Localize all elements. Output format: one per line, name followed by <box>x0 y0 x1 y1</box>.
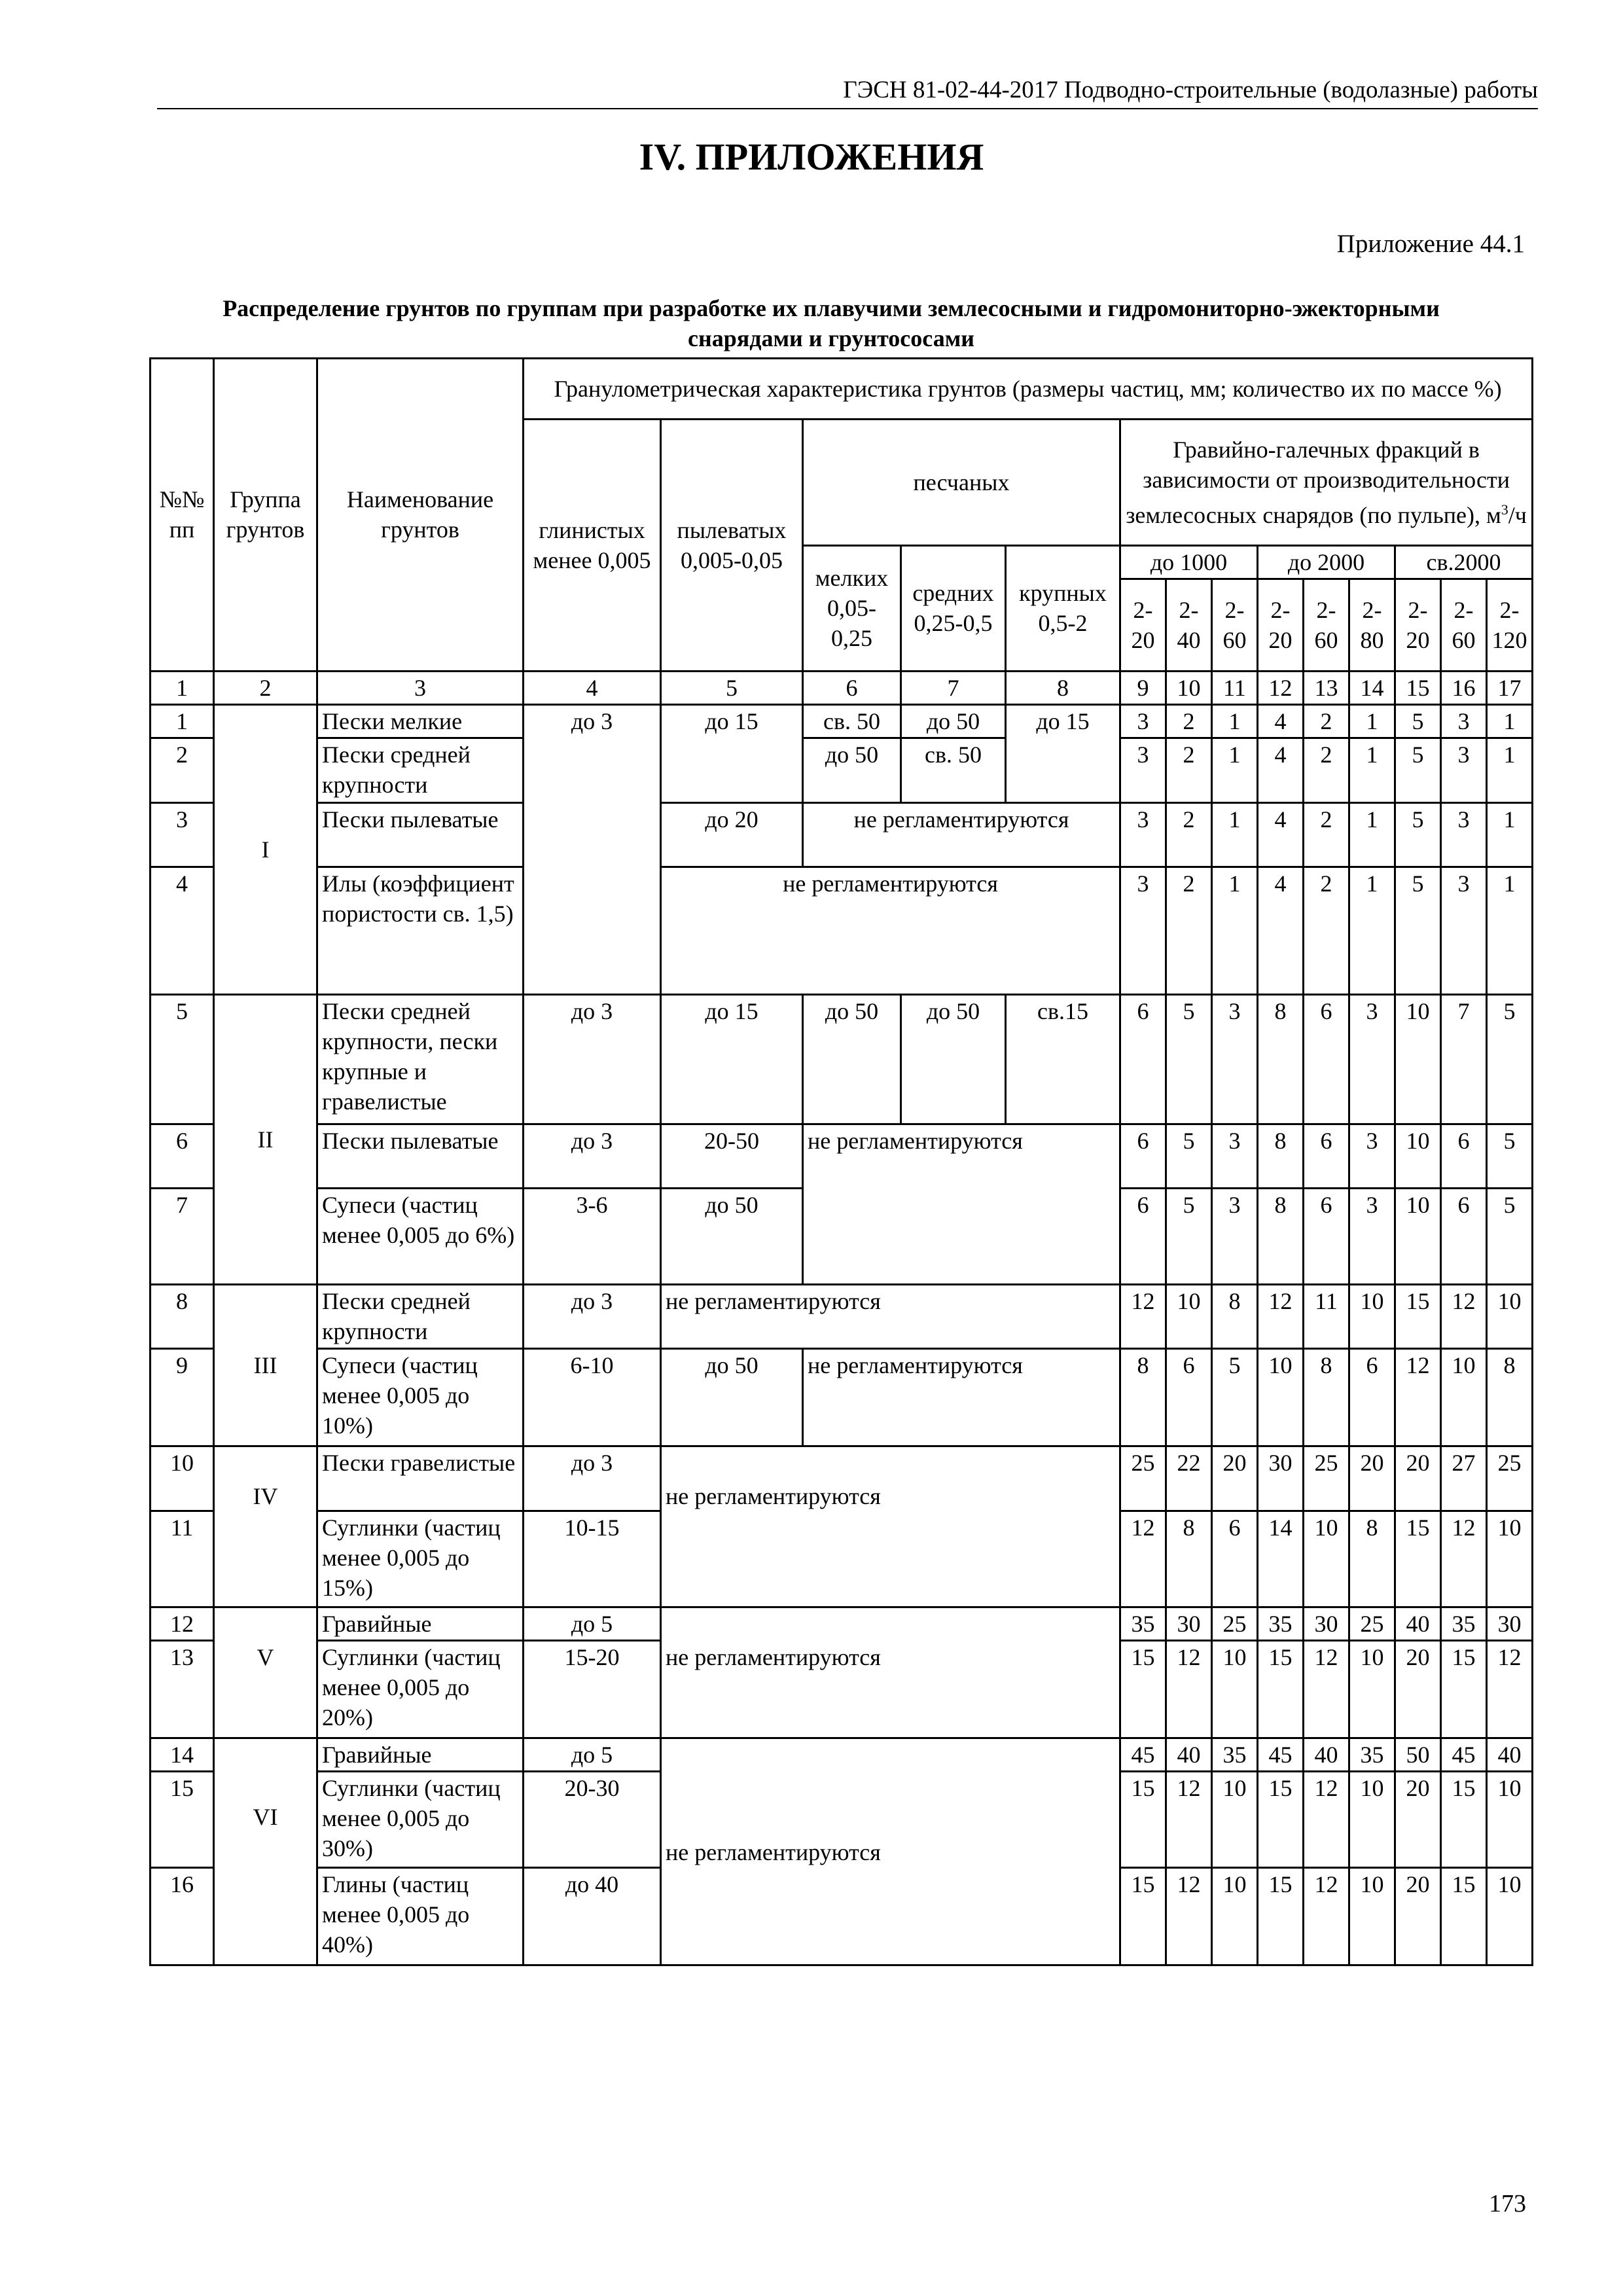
sand-header: песчаных <box>803 419 1120 545</box>
coarse-sand-cell: св.15 <box>1006 995 1120 1124</box>
gravel-value: 10 <box>1441 1349 1487 1446</box>
gravel-value: 3 <box>1349 1189 1395 1285</box>
silt-cell: 20-50 <box>661 1124 803 1189</box>
gravel-value: 1 <box>1212 867 1258 995</box>
gravel-value: 10 <box>1395 1189 1441 1285</box>
running-header-title: ГЭСН 81-02-44-2017 Подводно-строительные (водолазные) работы <box>843 77 1538 103</box>
gravel-value: 3 <box>1441 738 1487 803</box>
gravel-value: 12 <box>1120 1284 1166 1349</box>
gravel-value: 12 <box>1441 1511 1487 1607</box>
gravel-value: 8 <box>1120 1349 1166 1446</box>
gravel-value: 40 <box>1304 1738 1349 1771</box>
gravel-value: 2 <box>1166 704 1212 738</box>
fine-sand-cell: до 50 <box>803 738 901 803</box>
gravel-value: 5 <box>1487 1124 1533 1189</box>
fraction-range-header: 2-40 <box>1166 579 1212 671</box>
gravel-value: 3 <box>1212 1189 1258 1285</box>
silt-cell: до 50 <box>661 1349 803 1446</box>
gravel-value: 2 <box>1304 704 1349 738</box>
clay-cell: до 3 <box>524 1446 661 1511</box>
gravel-value: 12 <box>1304 1772 1349 1868</box>
clay-cell: до 5 <box>524 1607 661 1640</box>
gravel-value: 1 <box>1212 802 1258 867</box>
gravel-value: 10 <box>1166 1284 1212 1349</box>
clay-cell: до 3 <box>524 1284 661 1349</box>
gravel-value: 6 <box>1441 1189 1487 1285</box>
gravel-value: 20 <box>1395 1772 1441 1868</box>
productivity-header-over-2000: св.2000 <box>1395 545 1533 579</box>
row-number: 15 <box>151 1772 214 1868</box>
col-group-header: Группа грунтов <box>214 359 317 672</box>
unregulated-cell: не регламентируются <box>661 1738 1120 1965</box>
row-number: 2 <box>151 738 214 803</box>
gravel-value: 12 <box>1258 1284 1304 1349</box>
unregulated-cell: не регламентируются <box>661 1446 1120 1607</box>
medium-sand-cell: св. 50 <box>901 738 1006 803</box>
clay-cell: 6-10 <box>524 1349 661 1446</box>
col-number-header: №№ пп <box>151 359 214 672</box>
clay-cell: 3-6 <box>524 1189 661 1285</box>
gravel-value: 4 <box>1258 867 1304 995</box>
gravel-value: 40 <box>1166 1738 1212 1771</box>
gravel-value: 20 <box>1349 1446 1395 1511</box>
productivity-header-2000: до 2000 <box>1258 545 1395 579</box>
gravel-value: 15 <box>1395 1511 1441 1607</box>
gravel-value: 4 <box>1258 802 1304 867</box>
gravel-value: 5 <box>1487 1189 1533 1285</box>
gravel-value: 40 <box>1395 1607 1441 1640</box>
soil-groups-table <box>149 357 1533 1966</box>
gravel-value: 10 <box>1212 1867 1258 1965</box>
gravel-value: 5 <box>1212 1349 1258 1446</box>
productivity-header-1000: до 1000 <box>1120 545 1258 579</box>
column-number: 5 <box>661 671 803 704</box>
gravel-value: 45 <box>1441 1738 1487 1771</box>
gravel-value: 6 <box>1120 995 1166 1124</box>
fraction-range-header: 2-80 <box>1349 579 1395 671</box>
clay-header: глинистых менее 0,005 <box>524 419 661 671</box>
gravel-value: 6 <box>1304 995 1349 1124</box>
gravel-value: 1 <box>1487 738 1533 803</box>
sand-cell: не регламентируются <box>803 802 1120 867</box>
gravel-value: 35 <box>1441 1607 1487 1640</box>
gravel-value: 15 <box>1258 1640 1304 1738</box>
fine-sand-cell: св. 50 <box>803 704 901 738</box>
gravel-value: 3 <box>1441 867 1487 995</box>
soil-name: Суглинки (частиц менее 0,005 до 30%) <box>317 1772 524 1868</box>
soil-name: Гравийные <box>317 1607 524 1640</box>
sand-cell: не регламентируются <box>803 1124 1120 1284</box>
gravel-value: 6 <box>1212 1511 1258 1607</box>
soil-name: Пески пылеватые <box>317 802 524 867</box>
gravel-value: 2 <box>1304 867 1349 995</box>
medium-sand-cell: до 50 <box>901 704 1006 738</box>
gravel-value: 12 <box>1166 1772 1212 1868</box>
gravel-value: 10 <box>1487 1284 1533 1349</box>
gravel-value: 8 <box>1258 995 1304 1124</box>
silt-header: пылеватых 0,005-0,05 <box>661 419 803 671</box>
silt-cell: до 15 <box>661 995 803 1124</box>
appendix-label: Приложение 44.1 <box>1336 230 1525 258</box>
gravel-value: 10 <box>1349 1772 1395 1868</box>
soil-name: Пески пылеватые <box>317 1124 524 1189</box>
row-number: 16 <box>151 1867 214 1965</box>
gravel-value: 8 <box>1487 1349 1533 1446</box>
gravel-value: 4 <box>1258 738 1304 803</box>
gravel-value: 25 <box>1212 1607 1258 1640</box>
gravel-value: 12 <box>1166 1640 1212 1738</box>
gravel-value: 15 <box>1120 1772 1166 1868</box>
gravel-value: 10 <box>1258 1349 1304 1446</box>
gravel-value: 6 <box>1304 1124 1349 1189</box>
gravel-value: 1 <box>1487 802 1533 867</box>
column-number: 8 <box>1006 671 1120 704</box>
gravel-value: 25 <box>1349 1607 1395 1640</box>
gravel-value: 3 <box>1212 995 1258 1124</box>
column-number: 3 <box>317 671 524 704</box>
gravel-value: 20 <box>1395 1867 1441 1965</box>
gravel-value: 27 <box>1441 1446 1487 1511</box>
row-number: 12 <box>151 1607 214 1640</box>
coarse-sand-cell: до 15 <box>1006 704 1120 802</box>
soil-name: Суглинки (частиц менее 0,005 до 15%) <box>317 1511 524 1607</box>
gravel-value: 10 <box>1304 1511 1349 1607</box>
column-number: 13 <box>1304 671 1349 704</box>
gravel-value: 1 <box>1487 867 1533 995</box>
fine-sand-header: мелких 0,05-0,25 <box>803 545 901 671</box>
gravel-value: 10 <box>1349 1640 1395 1738</box>
gravel-value: 11 <box>1304 1284 1349 1349</box>
gravel-value: 5 <box>1166 995 1212 1124</box>
gravel-value: 3 <box>1441 802 1487 867</box>
gravel-value: 6 <box>1441 1124 1487 1189</box>
fraction-range-header: 2-60 <box>1304 579 1349 671</box>
soil-name: Супеси (частиц менее 0,005 до 10%) <box>317 1349 524 1446</box>
column-number: 9 <box>1120 671 1166 704</box>
soil-name: Пески средней крупности <box>317 738 524 803</box>
group-cell: IV <box>214 1446 317 1607</box>
clay-cell: до 3 <box>524 995 661 1124</box>
gravel-value: 30 <box>1258 1446 1304 1511</box>
gravel-value: 8 <box>1166 1511 1212 1607</box>
gravel-value: 45 <box>1120 1738 1166 1771</box>
soil-name: Гравийные <box>317 1738 524 1771</box>
gravel-value: 10 <box>1349 1867 1395 1965</box>
column-number: 1 <box>151 671 214 704</box>
fraction-range-header: 2-120 <box>1487 579 1533 671</box>
column-number: 17 <box>1487 671 1533 704</box>
gravel-value: 12 <box>1166 1867 1212 1965</box>
gravel-value: 10 <box>1212 1772 1258 1868</box>
gravel-value: 8 <box>1349 1511 1395 1607</box>
gravel-value: 5 <box>1166 1189 1212 1285</box>
gravel-value: 6 <box>1166 1349 1212 1446</box>
fraction-range-header: 2-60 <box>1212 579 1258 671</box>
clay-cell: до 3 <box>524 704 661 994</box>
soil-name: Супеси (частиц менее 0,005 до 6%) <box>317 1189 524 1285</box>
page-number: 173 <box>1489 2190 1526 2217</box>
gravel-value: 35 <box>1349 1738 1395 1771</box>
gravel-value: 10 <box>1395 995 1441 1124</box>
soil-name: Пески гравелистые <box>317 1446 524 1511</box>
soil-name: Пески мелкие <box>317 704 524 738</box>
gravel-value: 6 <box>1120 1189 1166 1285</box>
gravel-value: 20 <box>1395 1446 1441 1511</box>
column-number: 4 <box>524 671 661 704</box>
fraction-range-header: 2-20 <box>1258 579 1304 671</box>
gravel-value: 12 <box>1395 1349 1441 1446</box>
silt-cell: до 50 <box>661 1189 803 1285</box>
row-number: 14 <box>151 1738 214 1771</box>
clay-cell: до 3 <box>524 1124 661 1189</box>
gravel-value: 5 <box>1166 1124 1212 1189</box>
unregulated-cell: не регламентируются <box>661 1607 1120 1738</box>
gravel-value: 1 <box>1349 704 1395 738</box>
gravel-value: 3 <box>1349 1124 1395 1189</box>
gravel-value: 8 <box>1258 1189 1304 1285</box>
gravel-value: 10 <box>1349 1284 1395 1349</box>
gravel-value: 15 <box>1441 1640 1487 1738</box>
gravel-value: 12 <box>1441 1284 1487 1349</box>
gravel-value: 1 <box>1349 738 1395 803</box>
column-number: 14 <box>1349 671 1395 704</box>
gravel-value: 35 <box>1120 1607 1166 1640</box>
column-number: 6 <box>803 671 901 704</box>
gravel-value: 3 <box>1120 704 1166 738</box>
fraction-range-header: 2-60 <box>1441 579 1487 671</box>
gravel-value: 25 <box>1120 1446 1166 1511</box>
soil-name: Суглинки (частиц менее 0,005 до 20%) <box>317 1640 524 1738</box>
gravel-value: 50 <box>1395 1738 1441 1771</box>
gravel-value: 10 <box>1212 1640 1258 1738</box>
clay-cell: до 5 <box>524 1738 661 1771</box>
gravel-value: 6 <box>1349 1349 1395 1446</box>
col-name-header: Наименование грунтов <box>317 359 524 672</box>
gravel-value: 35 <box>1258 1607 1304 1640</box>
unregulated-cell: не регламентируются <box>661 867 1120 995</box>
gravel-value: 35 <box>1212 1738 1258 1771</box>
gravel-value: 10 <box>1487 1511 1533 1607</box>
gravel-value: 8 <box>1212 1284 1258 1349</box>
gravel-value: 3 <box>1349 995 1395 1124</box>
group-cell: V <box>214 1607 317 1738</box>
row-number: 7 <box>151 1189 214 1285</box>
gravel-value: 15 <box>1441 1772 1487 1868</box>
gravel-value: 30 <box>1304 1607 1349 1640</box>
row-number: 8 <box>151 1284 214 1349</box>
gravel-value: 15 <box>1258 1867 1304 1965</box>
column-number: 2 <box>214 671 317 704</box>
row-number: 9 <box>151 1349 214 1446</box>
gravel-value: 10 <box>1487 1867 1533 1965</box>
column-number: 11 <box>1212 671 1258 704</box>
group-cell: I <box>214 704 317 994</box>
clay-cell: 15-20 <box>524 1640 661 1738</box>
gravel-value: 14 <box>1258 1511 1304 1607</box>
row-number: 4 <box>151 867 214 995</box>
gravel-value: 20 <box>1395 1640 1441 1738</box>
running-header <box>157 73 1538 109</box>
gravel-value: 12 <box>1487 1640 1533 1738</box>
gravel-header: Гравийно-галечных фракций в зависимости от производительности землесосных снарядов (по пульпе), $м^3/ч$ <box>1120 419 1533 545</box>
gravel-value: 5 <box>1395 738 1441 803</box>
soil-name: Глины (частиц менее 0,005 до 40%) <box>317 1867 524 1965</box>
sand-cell: не регламентируются <box>803 1349 1120 1446</box>
gravel-value: 2 <box>1166 802 1212 867</box>
gravel-value: 40 <box>1487 1738 1533 1771</box>
gravel-value: 3 <box>1120 738 1166 803</box>
column-number: 12 <box>1258 671 1304 704</box>
fraction-range-header: 2-20 <box>1120 579 1166 671</box>
gravel-value: 25 <box>1304 1446 1349 1511</box>
gravel-value: 15 <box>1120 1867 1166 1965</box>
clay-cell: до 40 <box>524 1867 661 1965</box>
gravel-value: 1 <box>1349 867 1395 995</box>
gravel-value: 25 <box>1487 1446 1533 1511</box>
silt-cell: до 15 <box>661 704 803 802</box>
section-title: IV. ПРИЛОЖЕНИЯ <box>639 135 984 178</box>
gravel-value: 30 <box>1487 1607 1533 1640</box>
gravel-value: 5 <box>1395 867 1441 995</box>
row-number: 13 <box>151 1640 214 1738</box>
gravel-value: 15 <box>1441 1867 1487 1965</box>
column-number: 7 <box>901 671 1006 704</box>
gravel-value: 7 <box>1441 995 1487 1124</box>
group-cell: III <box>214 1284 317 1446</box>
gravel-value: 5 <box>1395 802 1441 867</box>
row-number: 3 <box>151 802 214 867</box>
gravel-value: 3 <box>1120 802 1166 867</box>
gravel-value: 3 <box>1212 1124 1258 1189</box>
coarse-sand-header: крупных 0,5-2 <box>1006 545 1120 671</box>
gravel-value: 6 <box>1120 1124 1166 1189</box>
fine-sand-cell: до 50 <box>803 995 901 1124</box>
gravel-value: 12 <box>1304 1867 1349 1965</box>
gravel-value: 20 <box>1212 1446 1258 1511</box>
fraction-range-header: 2-20 <box>1395 579 1441 671</box>
column-number: 15 <box>1395 671 1441 704</box>
gravel-value: 15 <box>1395 1284 1441 1349</box>
clay-cell: 20-30 <box>524 1772 661 1868</box>
gravel-value: 10 <box>1487 1772 1533 1868</box>
gravel-value: 15 <box>1258 1772 1304 1868</box>
gravel-value: 5 <box>1487 995 1533 1124</box>
soil-name: Пески средней крупности, пески крупные и гравелистые <box>317 995 524 1124</box>
group-cell: II <box>214 995 317 1284</box>
row-number: 11 <box>151 1511 214 1607</box>
gravel-value: 8 <box>1258 1124 1304 1189</box>
silt-cell: до 20 <box>661 802 803 867</box>
gravel-value: 12 <box>1120 1511 1166 1607</box>
row-number: 5 <box>151 995 214 1124</box>
gravel-value: 1 <box>1212 738 1258 803</box>
gravel-value: 4 <box>1258 704 1304 738</box>
gravel-value: 3 <box>1441 704 1487 738</box>
table-title: Распределение грунтов по группам при разработке их плавучими землесосными и гидромониторно-эжекторными снарядами и грунтососами <box>223 295 1440 351</box>
gravel-value: 45 <box>1258 1738 1304 1771</box>
row-number: 1 <box>151 704 214 738</box>
soil-name: Илы (коэффициент пористости св. 1,5) <box>317 867 524 995</box>
gravel-value: 3 <box>1120 867 1166 995</box>
gravel-value: 10 <box>1395 1124 1441 1189</box>
gravel-value: 2 <box>1166 738 1212 803</box>
gravel-value: 5 <box>1395 704 1441 738</box>
soil-name: Пески средней крупности <box>317 1284 524 1349</box>
gravel-value: 22 <box>1166 1446 1212 1511</box>
column-number: 16 <box>1441 671 1487 704</box>
medium-sand-header: средних 0,25-0,5 <box>901 545 1006 671</box>
medium-sand-cell: до 50 <box>901 995 1006 1124</box>
gravel-value: 2 <box>1166 867 1212 995</box>
gravel-value: 1 <box>1212 704 1258 738</box>
gravel-value: 6 <box>1304 1189 1349 1285</box>
clay-cell: 10-15 <box>524 1511 661 1607</box>
group-cell: VI <box>214 1738 317 1965</box>
gravel-value: 1 <box>1349 802 1395 867</box>
gravel-value: 1 <box>1487 704 1533 738</box>
gravel-value: 2 <box>1304 738 1349 803</box>
row-number: 6 <box>151 1124 214 1189</box>
gravel-value: 12 <box>1304 1640 1349 1738</box>
unregulated-cell: не регламентируются <box>661 1284 1120 1349</box>
column-number: 10 <box>1166 671 1212 704</box>
gravel-value: 8 <box>1304 1349 1349 1446</box>
row-number: 10 <box>151 1446 214 1511</box>
gravel-value: 15 <box>1120 1640 1166 1738</box>
gravel-value: 30 <box>1166 1607 1212 1640</box>
granulometry-header: Гранулометрическая характеристика грунтов (размеры частиц, мм; количество их по массе %) <box>524 359 1533 420</box>
gravel-value: 2 <box>1304 802 1349 867</box>
